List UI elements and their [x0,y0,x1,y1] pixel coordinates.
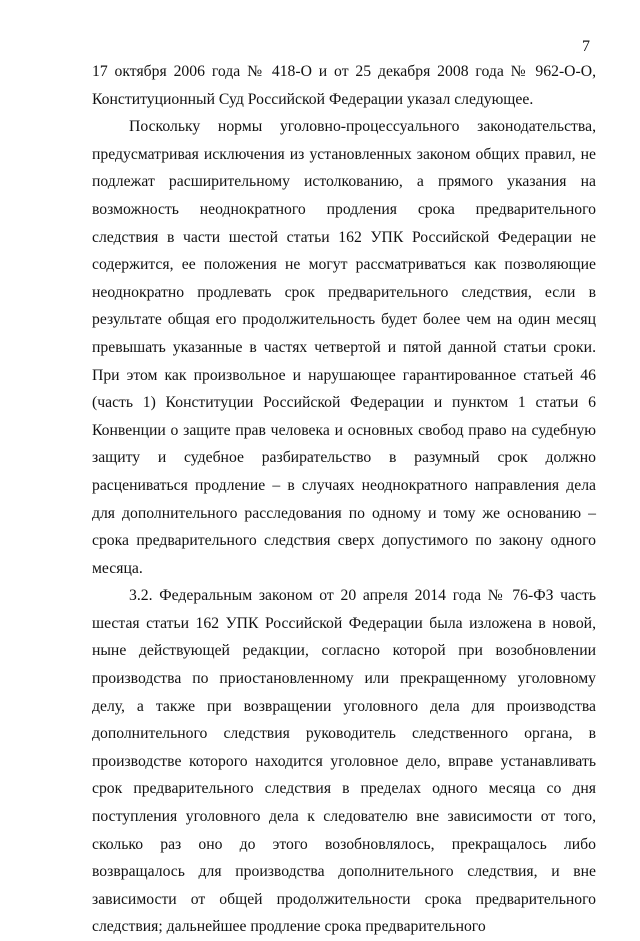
paragraph-section-3-2: 3.2. Федеральным законом от 20 апреля 2014 года № 76-ФЗ часть шестая статьи 162 УПК Российской Федерации была изложена в новой, ныне действующей редакции, согласно которой при возобновлении производства по приостановленному или прекращенному уголовному делу, а также при возвращении уголовного дела для производства дополнительного следствия руководитель следственного органа, в производстве которого находится уголовное дело, вправе устанавливать срок предварительного следствия в пределах одного месяца со дня поступления уголовного дела к следователю вне зависимости от того, сколько раз оно до этого возобновлялось, прекращалось либо возвращалось для производства дополнительного следствия, и вне зависимости от общей продолжительности срока предварительного следствия; дальнейшее продление срока предварительного [92,587,596,936]
paragraph-continuation: 17 октября 2006 года № 418-О и от 25 декабря 2008 года № 962-О-О, Конституционный Суд Российской Федерации указал следующее. [92,63,596,108]
document-body [92,58,596,941]
paragraph-constitutional-court-position: Поскольку нормы уголовно-процессуального законодательства, предусматривая исключения из установленных законом общих правил, не подлежат расширительному истолкованию, а прямого указания на возможность неоднократного продления срока предварительного следствия в части шестой статьи 162 УПК Российской Федерации не содержится, ее положения не могут рассматриваться как позволяющие неоднократно продлевать срок предварительного следствия, если в результате общая его продолжительность будет более чем на один месяц превышать указанные в частях четвертой и пятой данной статьи сроки. При этом как произвольное и нарушающее гарантированное статьей 46 (часть 1) Конституции Российской Федерации и пунктом 1 статьи 6 Конвенции о защите прав человека и основных свобод право на судебную защиту и судебное разбирательство в разумный срок должно расцениваться продление – в случаях неоднократного направления дела для дополнительного расследования по одному и тому же основанию – срока предварительного следствия сверх допустимого по закону одного месяца. [92,118,596,577]
page-number: 7 [582,38,590,55]
